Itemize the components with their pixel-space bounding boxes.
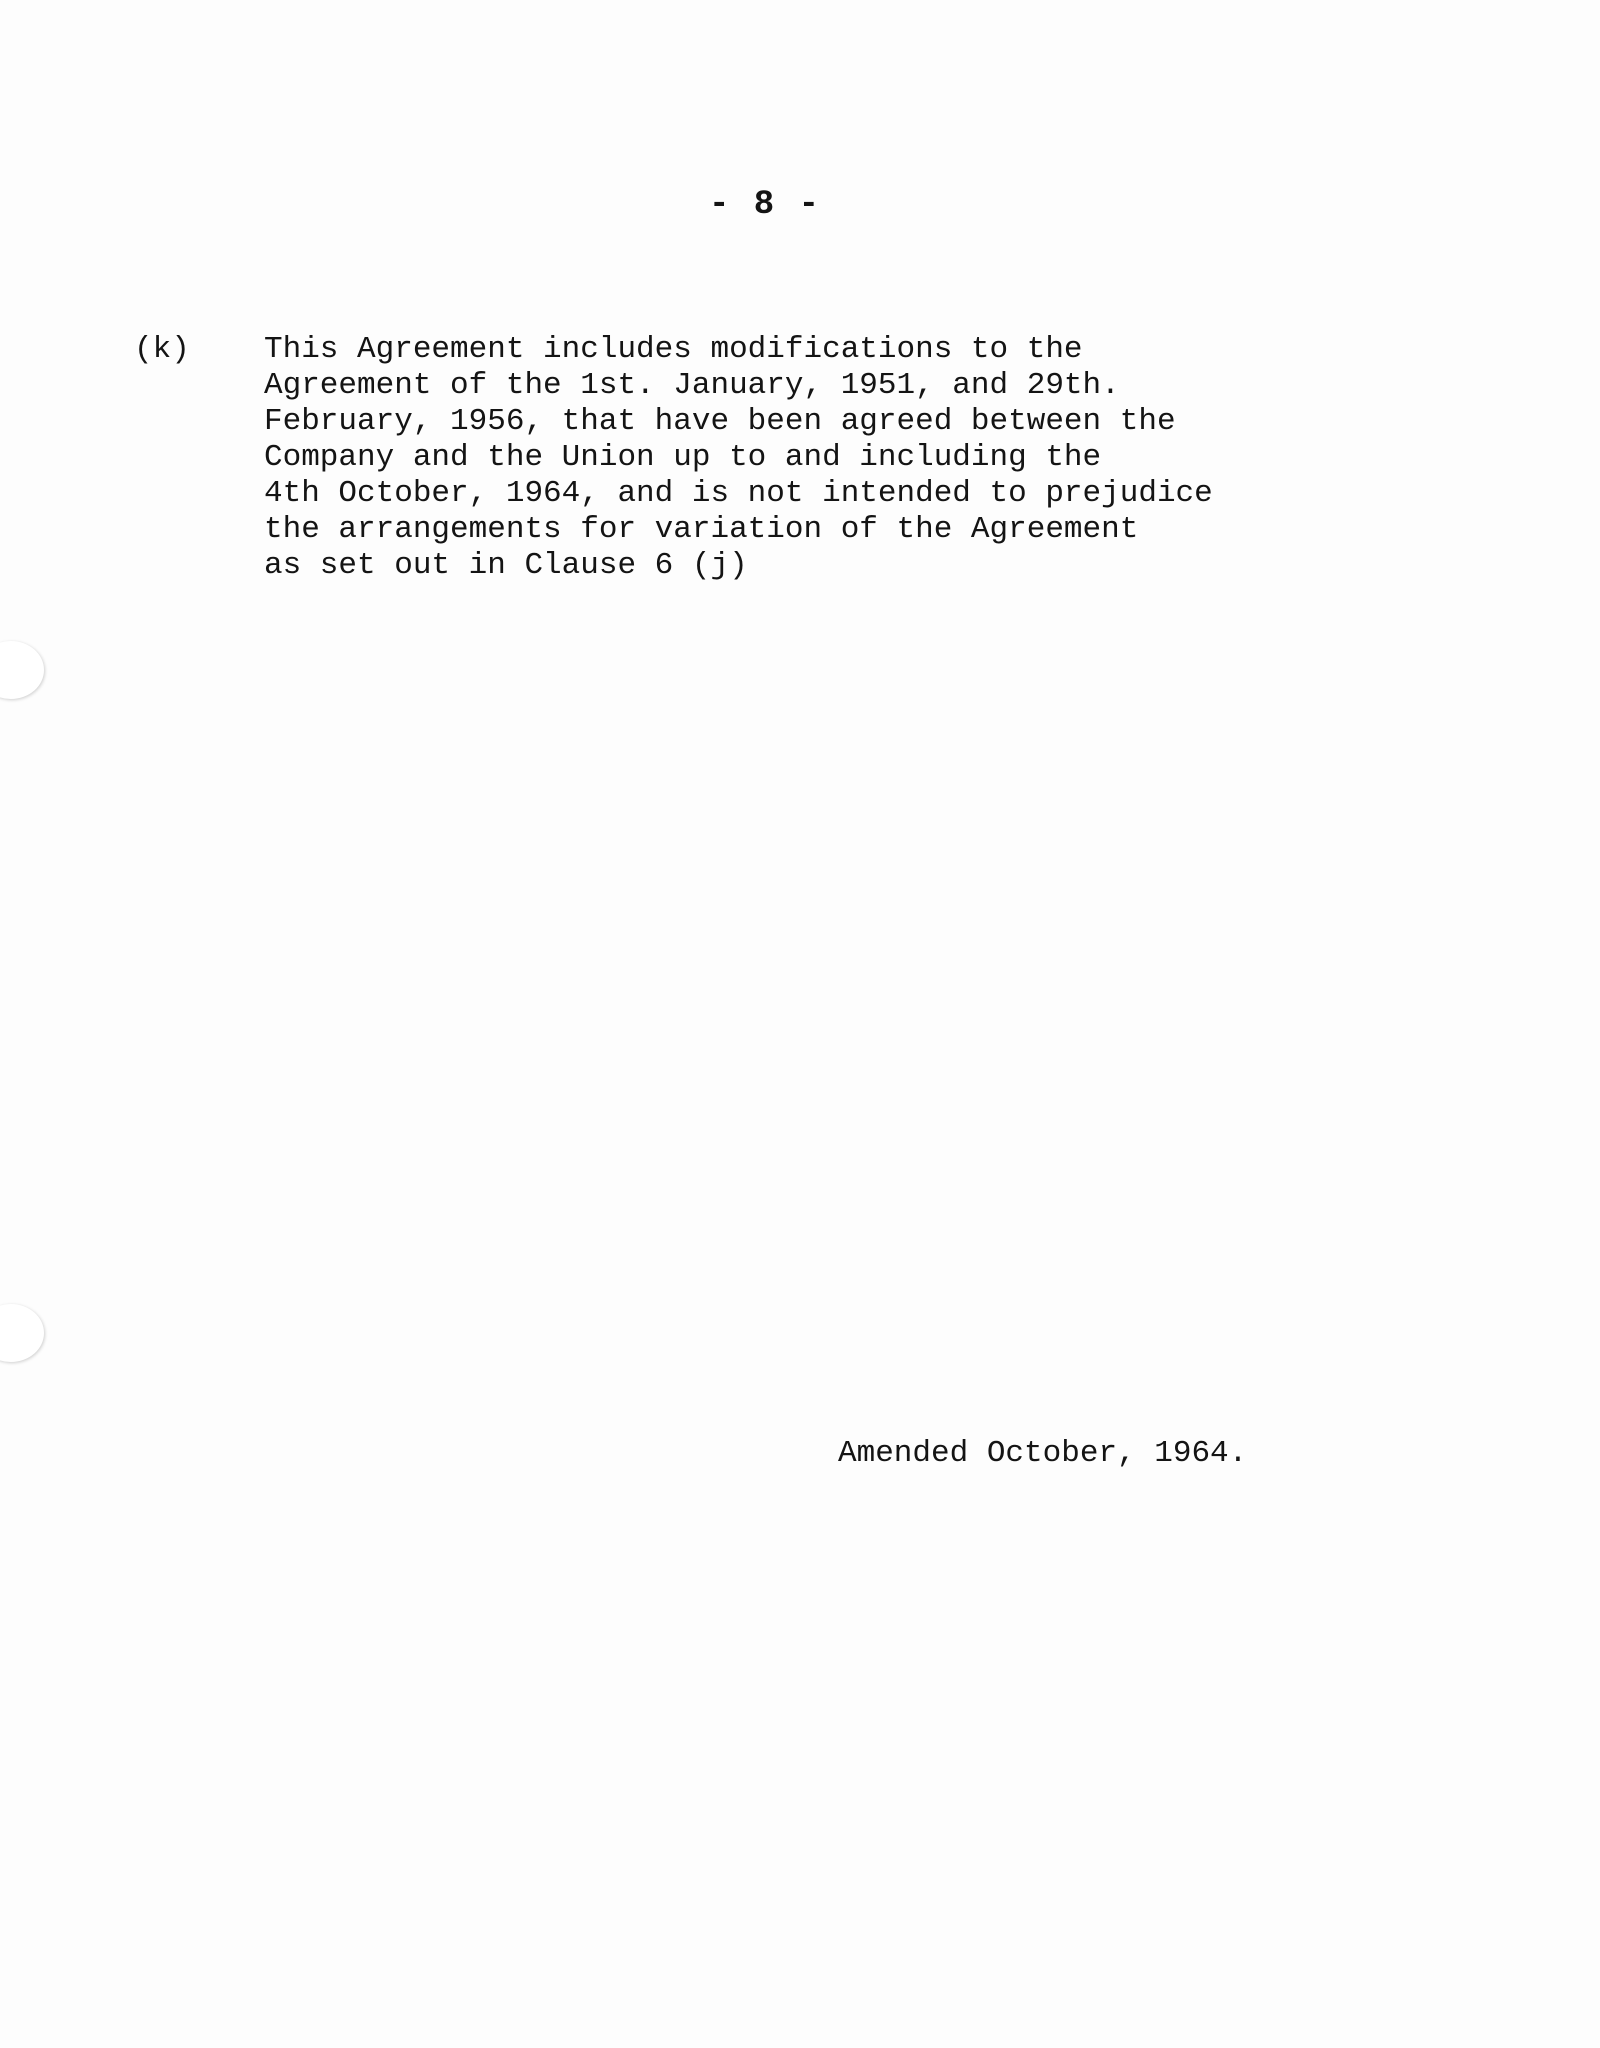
punch-hole-upper — [0, 641, 44, 699]
clause-body — [264, 332, 1454, 584]
punch-hole-lower — [0, 1304, 44, 1362]
clause-line: as set out in Clause 6 (j) — [264, 548, 748, 583]
page-number: - 8 - — [708, 186, 822, 224]
clause-line: Agreement of the 1st. January, 1951, and 29th. — [264, 368, 1120, 403]
clause-label: (k) — [134, 332, 190, 367]
clause-line: Company and the Union up to and including the — [264, 440, 1102, 475]
clause-line: February, 1956, that have been agreed between the — [264, 404, 1176, 439]
amendment-note: Amended October, 1964. — [838, 1436, 1248, 1471]
clause-line: the arrangements for variation of the Agreement — [264, 512, 1139, 547]
clause-line: 4th October, 1964, and is not intended to prejudice — [264, 476, 1213, 511]
clause-line: This Agreement includes modifications to the — [264, 332, 1083, 367]
